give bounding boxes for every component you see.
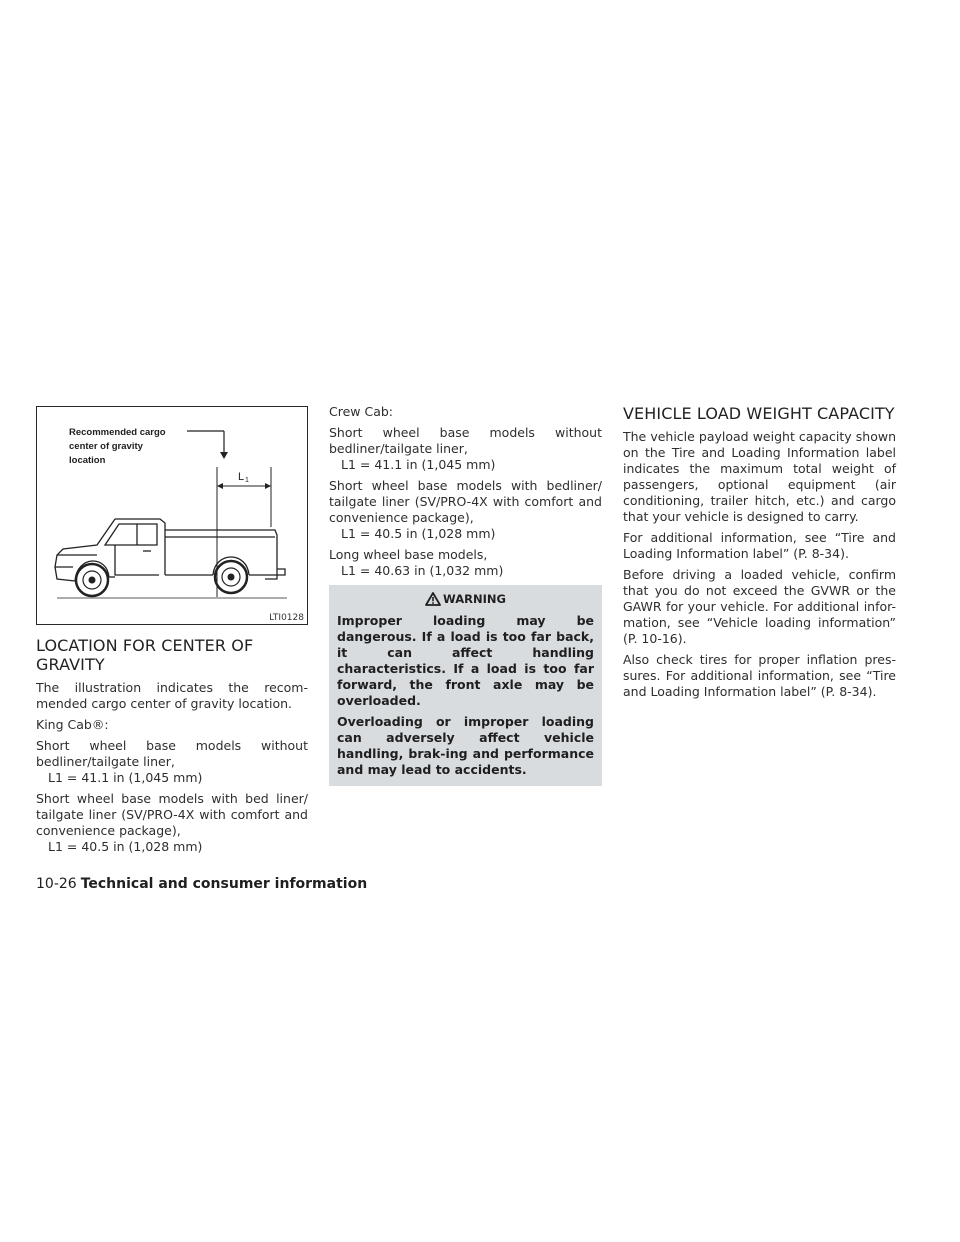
dimension-label: L [238,471,245,483]
rear-wheel [215,561,247,593]
front-wheel [76,564,108,596]
figure-label-line3: location [69,455,106,466]
figure-code: LTI0128 [269,613,304,623]
truck-diagram [37,407,307,624]
warning-heading [337,591,594,607]
king-cab-item1-text: Short wheel base models without bedliner/tailgate liner, [36,738,308,769]
dimension-subscript: 1 [245,477,249,484]
king-cab-item2-value: L1 = 40.5 in (1,028 mm) [48,839,203,854]
page-number: 10-26 [36,876,77,892]
king-cab-item1-value: L1 = 41.1 in (1,045 mm) [48,770,203,785]
crew-cab-heading: Crew Cab: [329,404,394,419]
warning-triangle-icon [425,592,441,606]
load-capacity-para3: Before driving a loaded vehicle, confirm that you do not exceed the GVWR or the GAWR for your vehicle. For additional infor-mation, see “Vehicle loading information” (P. 10-16). [623,567,896,646]
cog-arrow-icon [220,452,228,459]
section-title-load-capacity: VEHICLE LOAD WEIGHT CAPACITY [623,404,895,423]
section-title-center-of-gravity: LOCATION FOR CENTER OF GRAVITY [36,636,254,674]
figure-label-line1: Recommended cargo [69,427,166,438]
figure-label-line2: center of gravity [69,441,143,452]
load-capacity-para1: The vehicle payload weight capacity shown on the Tire and Loading Information label indicates the maximum total weight of passengers, optional equipment (air conditioning, trailer hitch, etc.) and cargo that your vehicle is designed to carry. [623,429,896,524]
warning-para2: Overloading or improper loading can adversely affect vehicle handling, brak-ing and performance and may lead to accidents. [337,714,594,777]
king-cab-item2-text: Short wheel base models with bed liner/ tailgate liner (SV/PRO-4X with comfort and convenience package), [36,791,308,838]
warning-para1: Improper loading may be dangerous. If a load is too far back, it can affect handling characteristics. If a load is too far forward, the front axle may be overloaded. [337,613,594,708]
truck-illustration [36,406,308,625]
warning-box [329,585,602,786]
crew-cab-item1-text: Short wheel base models without bedliner/tailgate liner, [329,425,602,456]
crew-cab-item2-value: L1 = 40.5 in (1,028 mm) [341,526,496,541]
crew-cab-section [329,404,602,786]
crew-cab-item3-value: L1 = 40.63 in (1,032 mm) [341,563,504,578]
footer-section-title: Technical and consumer information [80,876,368,892]
page-footer [36,876,367,892]
load-capacity-para4: Also check tires for proper inflation pres-sures. For additional information, see “Tire and Loading Information label” (P. 8-34). [623,652,896,699]
crew-cab-item1-value: L1 = 41.1 in (1,045 mm) [341,457,496,472]
king-cab-heading: King Cab®: [36,717,109,732]
center-of-gravity-section [36,636,308,860]
crew-cab-item2-text: Short wheel base models with bedliner/ tailgate liner (SV/PRO-4X with comfort and convenience package), [329,478,602,525]
intro-paragraph: The illustration indicates the recom-mended cargo center of gravity location. [36,680,308,711]
load-capacity-section [623,404,896,705]
crew-cab-item3-text: Long wheel base models, [329,547,488,562]
load-capacity-para2: For additional information, see “Tire and Loading Information label” (P. 8-34). [623,530,896,561]
warning-heading-text: WARNING [443,592,506,606]
